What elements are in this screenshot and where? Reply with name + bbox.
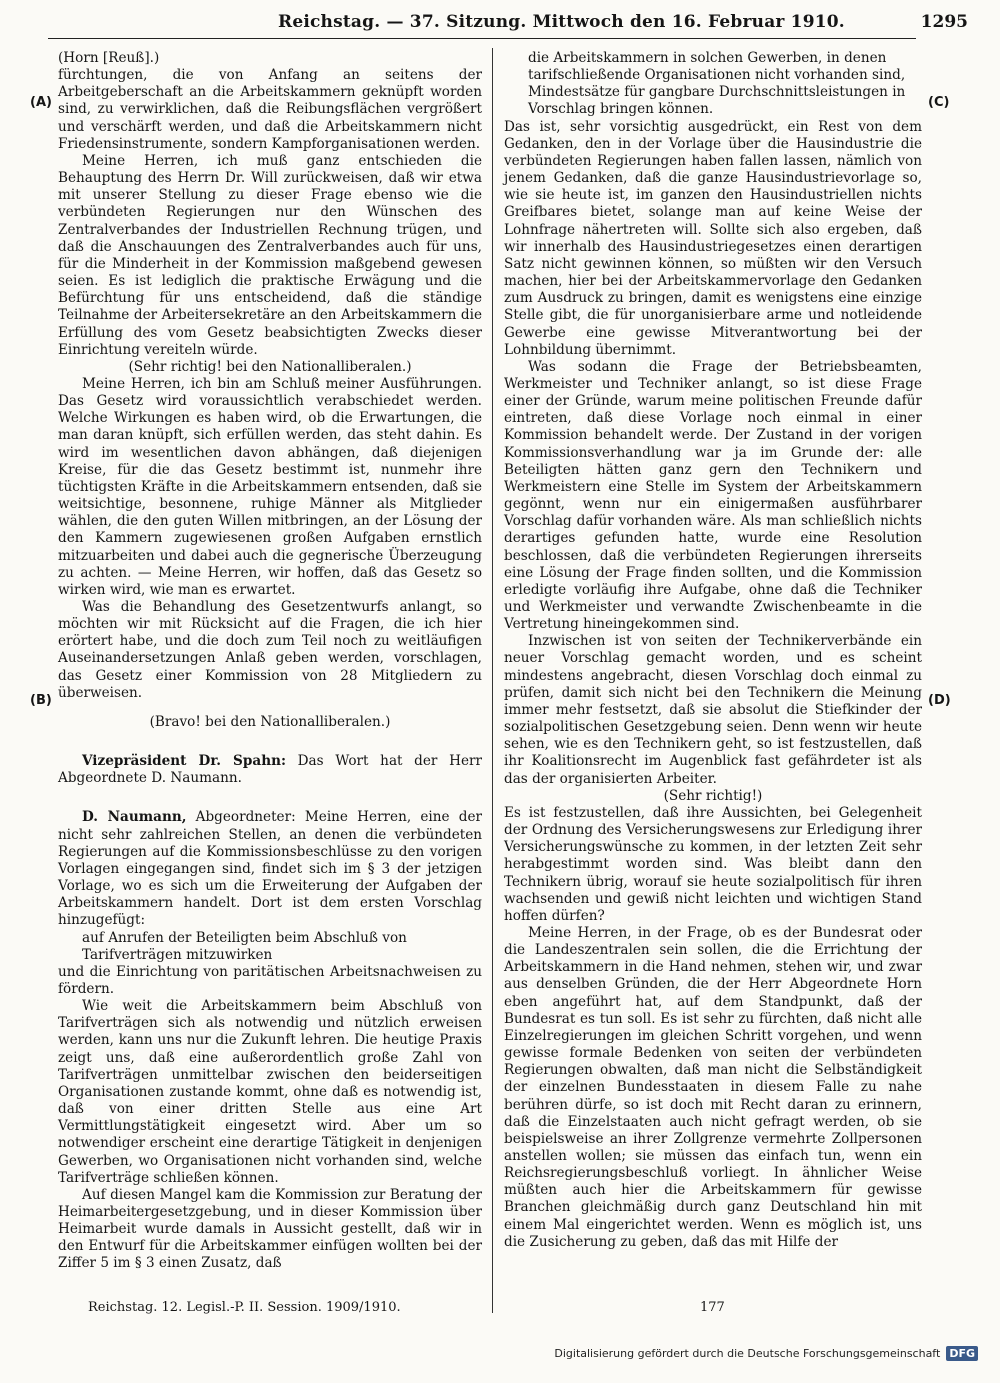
footer-signature: Reichstag. 12. Legisl.-P. II. Session. 1909/1910.: [88, 1300, 401, 1315]
margin-marker-d: (D): [928, 693, 951, 708]
paragraph: Meine Herren, in der Frage, ob es der Bundesrat oder die Landeszentralen sein sollen, die die Errichtung der Arbeitskammern in die Hand nehmen, stehen wir, und zwar aus denselben Gründen, die der Herr Abgeordnete Horn eben angeführt hat, auf dem Standpunkt, daß der Bundesrat es tun soll. Es ist sehr zu fürchten, daß nicht alle Einzelregierungen im gleichen Schritt vorgehen, und wenn gewisse formale Bedenken von seiten der verbündeten Regierungen obwalten, daß man nicht die Selbständigkeit der einzelnen Bundesstaaten in diesem Falle zu nahe berühren dürfe, so ist doch mit Recht daran zu erinnern, daß die Einzelstaaten auch nicht gefragt werden, ob sie beispielsweise an ihrer Zollgrenze vermehrte Zollpersonen anstellen wollen; sie müssen das einfach tun, wenn ein Reichsregierungsbeschluß vorliegt. In ähnlicher Weise müßten auch hier die Arbeitskammern für gewisse Branchen gleichmäßig durch ganz Deutschland hin mit einem Mal eingerichtet werden. Wenn es möglich ist, uns die Zusicherung zu geben, daß das mit Hilfe der: [504, 924, 922, 1250]
interjection: (Sehr richtig!): [663, 787, 763, 804]
margin-marker-a: (A): [30, 95, 52, 110]
paragraph: und die Einrichtung von paritätischen Arbeitsnachweisen zu fördern.: [58, 963, 482, 997]
margin-marker-b: (B): [30, 693, 52, 708]
paragraph: fürchtungen, die von Anfang an seitens der Arbeitgeberschaft an die Arbeitskammern geknüpft worden sind, zu verwirklichen, daß die Reibungsflächen vergrößert und verschärft werden, und daß die Arbeitskammern nicht Friedensinstrumente, sondern Kampforganisationen werden.: [58, 67, 482, 152]
paragraph: Es ist festzustellen, daß ihre Aussichten, bei Gelegenheit der Ordnung des Versicherungswesens zur Erledigung ihrer Versicherungswünsche zu kommen, in der letzten Zeit sehr herabgestimmt worden sind. Was bleibt dann den Technikern übrig, worauf sie heute sozialpolitisch für ihren wachsenden und gewiß nicht leichten und wichtigen Stand hoffen dürfen?: [504, 804, 922, 924]
speech-text: Abgeordneter: Meine Herren, eine der nicht sehr zahlreichen Stellen, an denen die verbündeten Regierungen auf die Kommissionsbeschlüsse zu den vorigen Vorlagen eingegangen sind, findet sich im § 3 der jetzigen Vorlage, wo es sich um die Erweiterung der Aufgaben der Arbeitskammern handelt. Dort ist dem ersten Vorschlag hinzugefügt:: [58, 809, 482, 929]
right-column: [504, 50, 922, 1251]
speaker-name: D. Naumann,: [82, 809, 187, 826]
paragraph: Auf diesen Mangel kam die Kommission zur Beratung der Heimarbeitergesetzgebung, und in dieser Kommission über Heimarbeit wurde damals in Aussicht gestellt, daß wir in den Entwurf für die Arbeitskammer einfügen wollten bei der Ziffer 5 im § 3 einen Zusatz, daß: [58, 1186, 482, 1272]
spacer: [58, 731, 482, 753]
page-header: [48, 8, 968, 38]
speech-naumann: [58, 809, 482, 929]
spacer: [58, 787, 482, 809]
paragraph: Das ist, sehr vorsichtig ausgedrückt, ein Rest von dem Gedanken, den in der Vorlage über die Hausindustrie die verbündeten Regierungen haben fallen lassen, nämlich von jenem Gedanken, daß die ganze Hausindustrievorlage so, wie sie heute ist, im ganzen den Hausindustriellen nichts Greifbares bietet, solange man auf keine Weise der Lohnfrage nähertreten will. Sollte sich also ergeben, daß wir innerhalb des Hausindustriegesetzes einen derartigen Satz nicht gewinnen können, so müßten wir den Versuch machen, hier bei der Arbeitskammervorlage den Gedanken zum Ausdruck zu bringen, damit es wenigstens eine einzige Stelle gibt, die für unorganisierbare arme und notleidende Gewerbe eine gewisse Mitverantwortung bei der Lohnbildung übernimmt.: [504, 118, 922, 358]
paragraph: Inzwischen ist von seiten der Technikerverbände ein neuer Vorschlag gemacht worden, und es scheint mindestens angebracht, diesen Vorschlag doch einmal zu prüfen, damit sich nicht bei den Technikern die Meinung immer mehr festsetzt, daß sie absolut die Stiefkinder der sozialpolitischen Gesetzgebung seien. Denn wenn wir heute sehen, wie es den Technikern geht, so ist festzustellen, daß ihr Koalitionsrecht im Augenblick fast gefährdeter ist als das der organisierten Arbeiter.: [504, 633, 922, 787]
speaker-name: Vizepräsident Dr. Spahn:: [82, 753, 286, 770]
paragraph: Wie weit die Arbeitskammern beim Abschluß von Tarifverträgen sich als notwendig und nützlich erweisen werden, kann uns nur die Zukunft lehren. Die heutige Praxis zeigt uns, daß eine außerordentlich große Zahl von Tarifverträgen unmittelbar zwischen den beiderseitigen Organisationen zustande kommt, ohne daß es notwendig ist, daß von einer dritten Stelle aus eine Art Vermittlungstätigkeit eingesetzt wird. Aber um so notwendiger erscheint eine derartige Tätigkeit in denjenigen Gewerben, wo Organisationen nicht vorhanden sind, welche Tarifverträge schließen können.: [58, 998, 482, 1186]
interjection: (Sehr richtig! bei den Nationalliberalen.): [128, 358, 412, 375]
sheet-number: 177: [700, 1300, 725, 1315]
digitization-credit: [554, 1346, 978, 1361]
left-column: [58, 50, 482, 1273]
spacer: [58, 702, 482, 714]
dfg-logo-icon: DFG: [946, 1346, 978, 1361]
paragraph: Was die Behandlung des Gesetzentwurfs anlangt, so möchten wir mit Rücksicht auf die Fragen, die ich hier erörtert habe, und die doch zum Teil noch zu weitläufigen Auseinandersetzungen Anlaß geben werden, vorschlagen, das Gesetz einer Kommission von 28 Mitgliedern zu überweisen.: [58, 599, 482, 701]
speaker-head: (Horn [Reuß].): [58, 50, 160, 66]
column-divider: [492, 48, 493, 1313]
credit-text: Digitalisierung gefördert durch die Deutsche Forschungsgemeinschaft: [554, 1347, 941, 1360]
running-title: Reichstag. — 37. Sitzung. Mittwoch den 16. Februar 1910.: [278, 12, 845, 32]
interjection: (Bravo! bei den Nationalliberalen.): [149, 713, 391, 730]
quotation: die Arbeitskammern in solchen Gewerben, in denen tarifschließende Organisationen nicht vorhanden sind, Mindestsätze für gangbare Durchschnittsleistungen in Vorschlag bringen können.: [528, 50, 906, 118]
speech-vice-president: [58, 753, 482, 787]
header-rule: [48, 38, 916, 39]
paragraph: Meine Herren, ich bin am Schluß meiner Ausführungen. Das Gesetz wird voraussichtlich verabschiedet werden. Welche Wirkungen es haben wird, ob die Erwartungen, die man daran knüpft, sich erfüllen werden, das steht dahin. Es wird im wesentlichen davon abhängen, daß diejenigen Kreise, für die das Gesetz bestimmt ist, nunmehr ihre tüchtigsten Kräfte in die Arbeitskammern entsenden, daß sie weitsichtige, besonnene, ruhige Männer als Mitglieder wählen, die den guten Willen mitbringen, an der Lösung der den Kammern zugewiesenen großen Aufgaben ernstlich mitzuarbeiten und dabei auch die gegnerische Überzeugung zu achten. — Meine Herren, wir hoffen, daß das Gesetz so wirken wird, wie man es erwartet.: [58, 375, 482, 598]
quotation: auf Anrufen der Beteiligten beim Abschluß von Tarifverträgen mitzuwirken: [82, 929, 407, 963]
margin-marker-c: (C): [928, 95, 950, 110]
paragraph: Was sodann die Frage der Betriebsbeamten, Werkmeister und Techniker anlangt, so ist diese Frage einer der Gründe, warum meine politischen Freunde dafür eintreten, daß diese Vorlage noch einmal in einer Kommission behandelt werde. Der Zustand in der vorigen Kommissionsverhandlung war ja im Grunde der: alle Beteiligten hätten ganz gern den Technikern und Werkmeistern eine Stelle im System der Arbeitskammern gegönnt, wenn nur ein einigermaßen ausführbarer Vorschlag dafür vorhanden wäre. Als man schließlich nichts derartiges gefunden hatte, wurde eine Resolution beschlossen, daß die verbündeten Regierungen ihrerseits eine Lösung der Frage finden sollten, und die Kommission erledigte vorläufig ihre Aufgabe, ohne daß die Techniker und Werkmeister und verwandte Zwischenbeamte in die Vertretung hineingekommen sind.: [504, 358, 922, 633]
paragraph: Meine Herren, ich muß ganz entschieden die Behauptung des Herrn Dr. Will zurückweisen, daß wir etwa mit unserer Stellung zu dieser Frage ebenso wie die verbündeten Regierungen nur den Wünschen des Zentralverbandes der Industriellen Rechnung trügen, und daß die Anschauungen des Zentralverbandes auch für uns, für die Minderheit in der Kommission maßgebend gewesen seien. Es ist lediglich die praktische Erwägung und die Befürchtung für uns entscheidend, daß die ständige Teilnahme der Arbeitersekretäre an den Arbeitskammern die Erfüllung des vom Gesetz beabsichtigten Zwecks dieser Einrichtung vereiteln würde.: [58, 152, 482, 358]
speech-text: Das Wort hat der Herr Abgeordnete D. Naumann.: [58, 753, 483, 787]
page-number: 1295: [920, 12, 968, 32]
